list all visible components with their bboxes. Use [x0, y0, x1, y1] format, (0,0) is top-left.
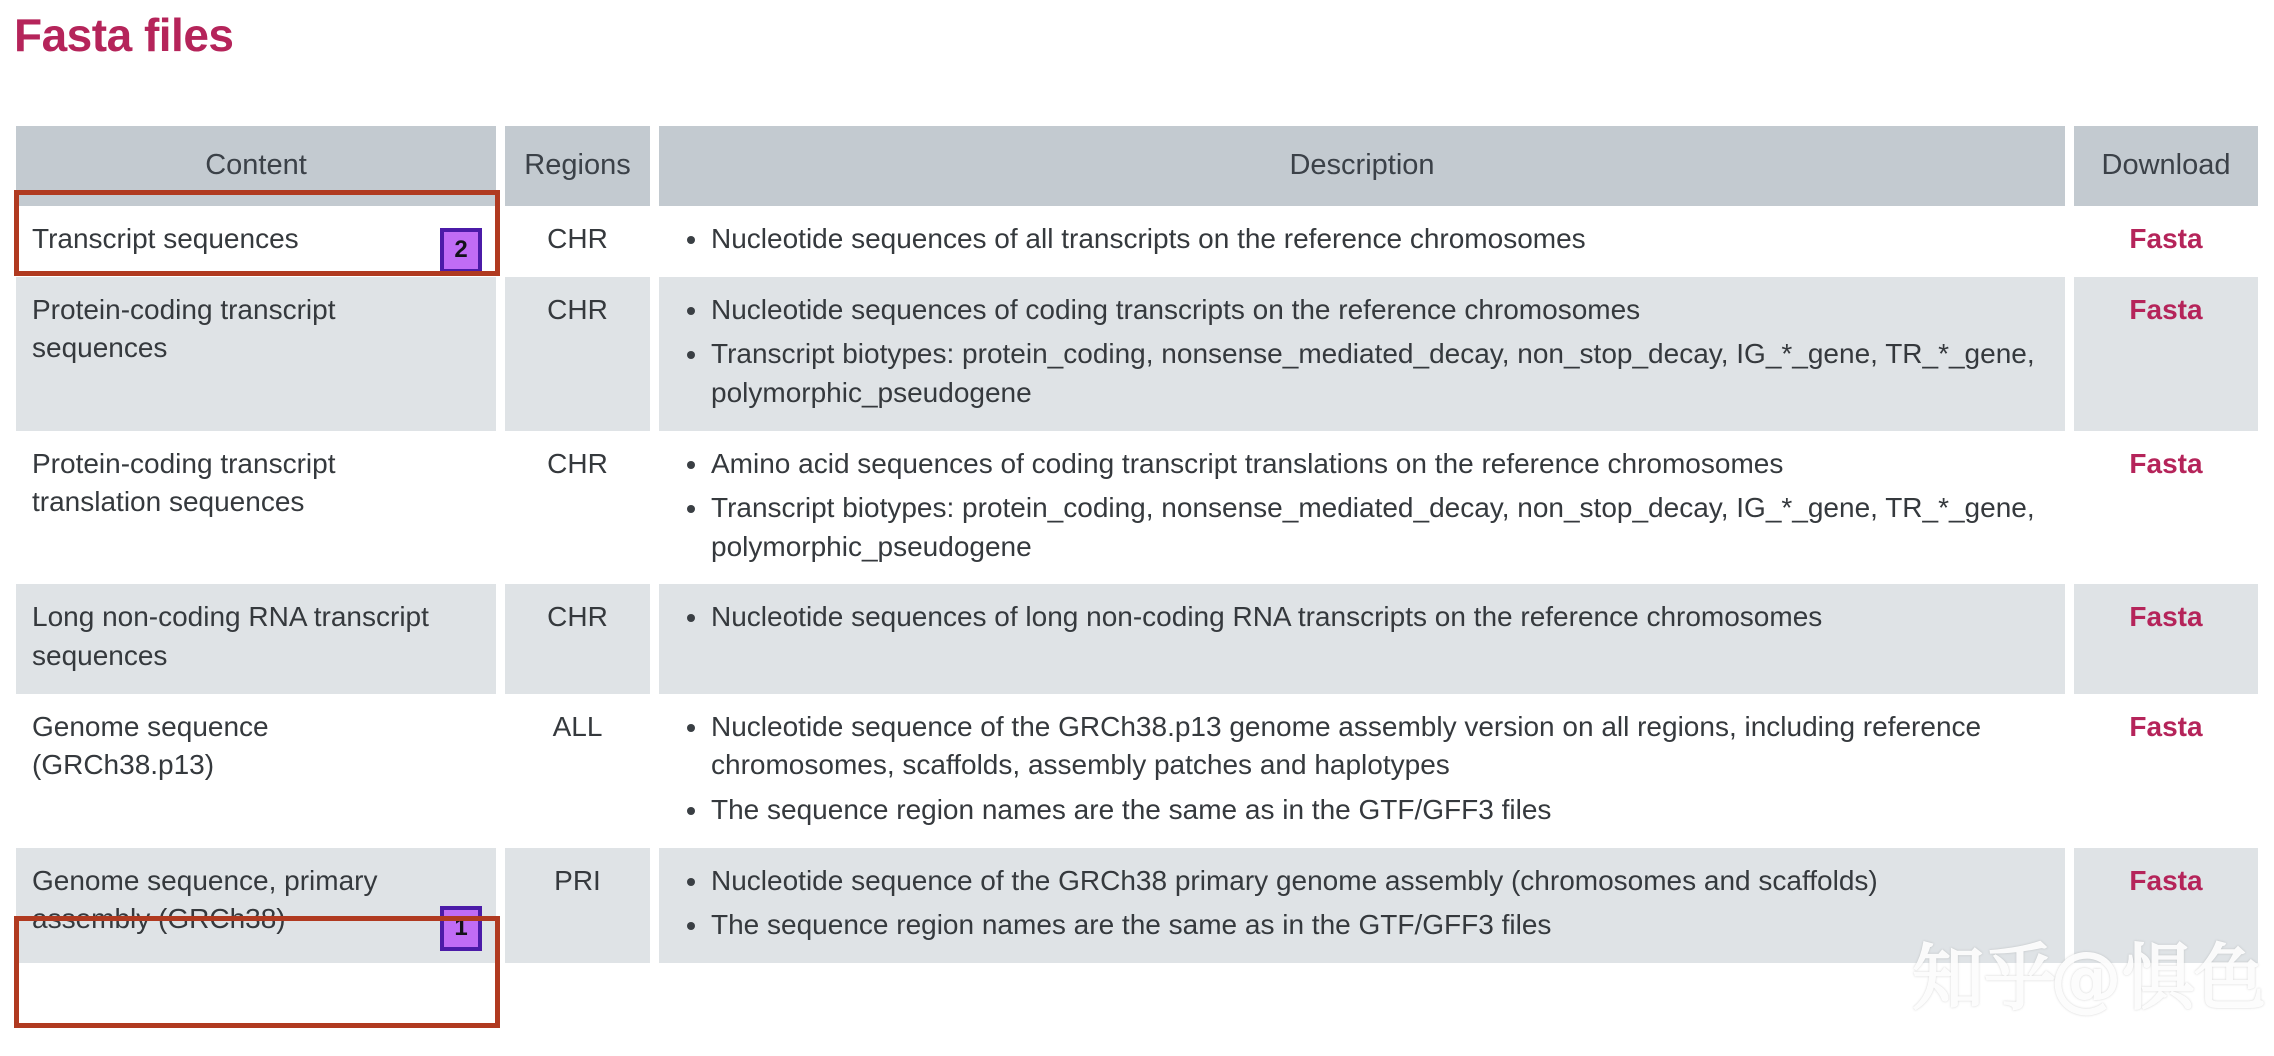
content-label: Genome sequence (GRCh38.p13)	[32, 710, 269, 781]
cell-description	[659, 431, 2065, 585]
annotation-badge: 2	[440, 228, 482, 273]
list-item: Nucleotide sequences of coding transcripts on the reference chromosomes	[709, 291, 2049, 330]
fasta-download-link[interactable]: Fasta	[2129, 710, 2203, 742]
zhihu-handle-watermark: @惧色	[2050, 936, 2267, 1020]
cell-regions: CHR	[505, 206, 650, 277]
cell-regions: CHR	[505, 584, 650, 693]
cell-description	[659, 848, 2065, 963]
fasta-download-link[interactable]: Fasta	[2129, 864, 2203, 896]
fasta-download-link[interactable]: Fasta	[2129, 223, 2203, 254]
column-header-description: Description	[659, 126, 2065, 206]
description-list	[675, 220, 2049, 259]
table-body	[16, 206, 2258, 963]
cell-description	[659, 277, 2065, 431]
description-list	[675, 598, 2049, 637]
cell-description	[659, 584, 2065, 693]
cell-regions: CHR	[505, 277, 650, 431]
content-label: Protein-coding transcript sequences	[32, 293, 336, 364]
content-label: Transcript sequences	[32, 223, 299, 254]
fasta-files-table	[7, 126, 2267, 963]
table-header	[16, 126, 2258, 206]
table-row	[16, 848, 2258, 963]
description-list	[675, 291, 2049, 413]
page-title: Fasta files	[14, 9, 234, 61]
table-header-row	[16, 126, 2258, 206]
list-item: The sequence region names are the same as in the GTF/GFF3 files	[709, 906, 2049, 945]
list-item: Nucleotide sequence of the GRCh38.p13 genome assembly version on all regions, including reference chromosomes, scaffolds, assembly patches and haplotypes	[709, 708, 2049, 785]
list-item: Nucleotide sequences of all transcripts on the reference chromosomes	[709, 220, 2049, 259]
content-label: Genome sequence, primary assembly (GRCh38)	[32, 864, 378, 935]
zhihu-logo-watermark: 知乎	[1912, 936, 2057, 1020]
content-label: Protein-coding transcript translation sequences	[32, 447, 336, 518]
cell-download	[2074, 584, 2258, 693]
table-row	[16, 584, 2258, 693]
cell-description	[659, 206, 2065, 277]
table-row	[16, 277, 2258, 431]
table-row	[16, 431, 2258, 585]
list-item: The sequence region names are the same as in the GTF/GFF3 files	[709, 791, 2049, 830]
list-item: Nucleotide sequences of long non-coding RNA transcripts on the reference chromosomes	[709, 598, 2049, 637]
cell-download	[2074, 848, 2258, 963]
fasta-download-link[interactable]: Fasta	[2129, 447, 2203, 479]
cell-regions: CHR	[505, 431, 650, 585]
column-header-content: Content	[16, 126, 496, 206]
cell-download	[2074, 277, 2258, 431]
fasta-files-table-container	[16, 126, 2258, 963]
cell-content	[16, 431, 496, 585]
fasta-download-link[interactable]: Fasta	[2129, 601, 2203, 633]
content-label: Long non-coding RNA transcript sequences	[32, 601, 429, 671]
list-item: Transcript biotypes: protein_coding, nonsense_mediated_decay, non_stop_decay, IG_*_gene, TR_*_gene, polymorphic_pseudogene	[709, 335, 2049, 412]
fasta-download-link[interactable]: Fasta	[2129, 293, 2203, 325]
cell-description	[659, 694, 2065, 848]
cell-download	[2074, 206, 2258, 277]
table-row	[16, 206, 2258, 277]
description-list	[675, 862, 2049, 945]
list-item: Amino acid sequences of coding transcript translations on the reference chromosomes	[709, 445, 2049, 484]
list-item: Nucleotide sequence of the GRCh38 primary genome assembly (chromosomes and scaffolds)	[709, 862, 2049, 901]
cell-content	[16, 848, 496, 963]
table-row	[16, 694, 2258, 848]
cell-regions: PRI	[505, 848, 650, 963]
column-header-regions: Regions	[505, 126, 650, 206]
list-item: Transcript biotypes: protein_coding, nonsense_mediated_decay, non_stop_decay, IG_*_gene, TR_*_gene, polymorphic_pseudogene	[709, 489, 2049, 566]
column-header-download: Download	[2074, 126, 2258, 206]
cell-content	[16, 584, 496, 693]
cell-content	[16, 206, 496, 277]
annotation-badge: 1	[440, 906, 482, 951]
cell-download	[2074, 431, 2258, 585]
cell-content	[16, 694, 496, 848]
cell-download	[2074, 694, 2258, 848]
cell-content	[16, 277, 496, 431]
cell-regions: ALL	[505, 694, 650, 848]
description-list	[675, 445, 2049, 567]
description-list	[675, 708, 2049, 830]
